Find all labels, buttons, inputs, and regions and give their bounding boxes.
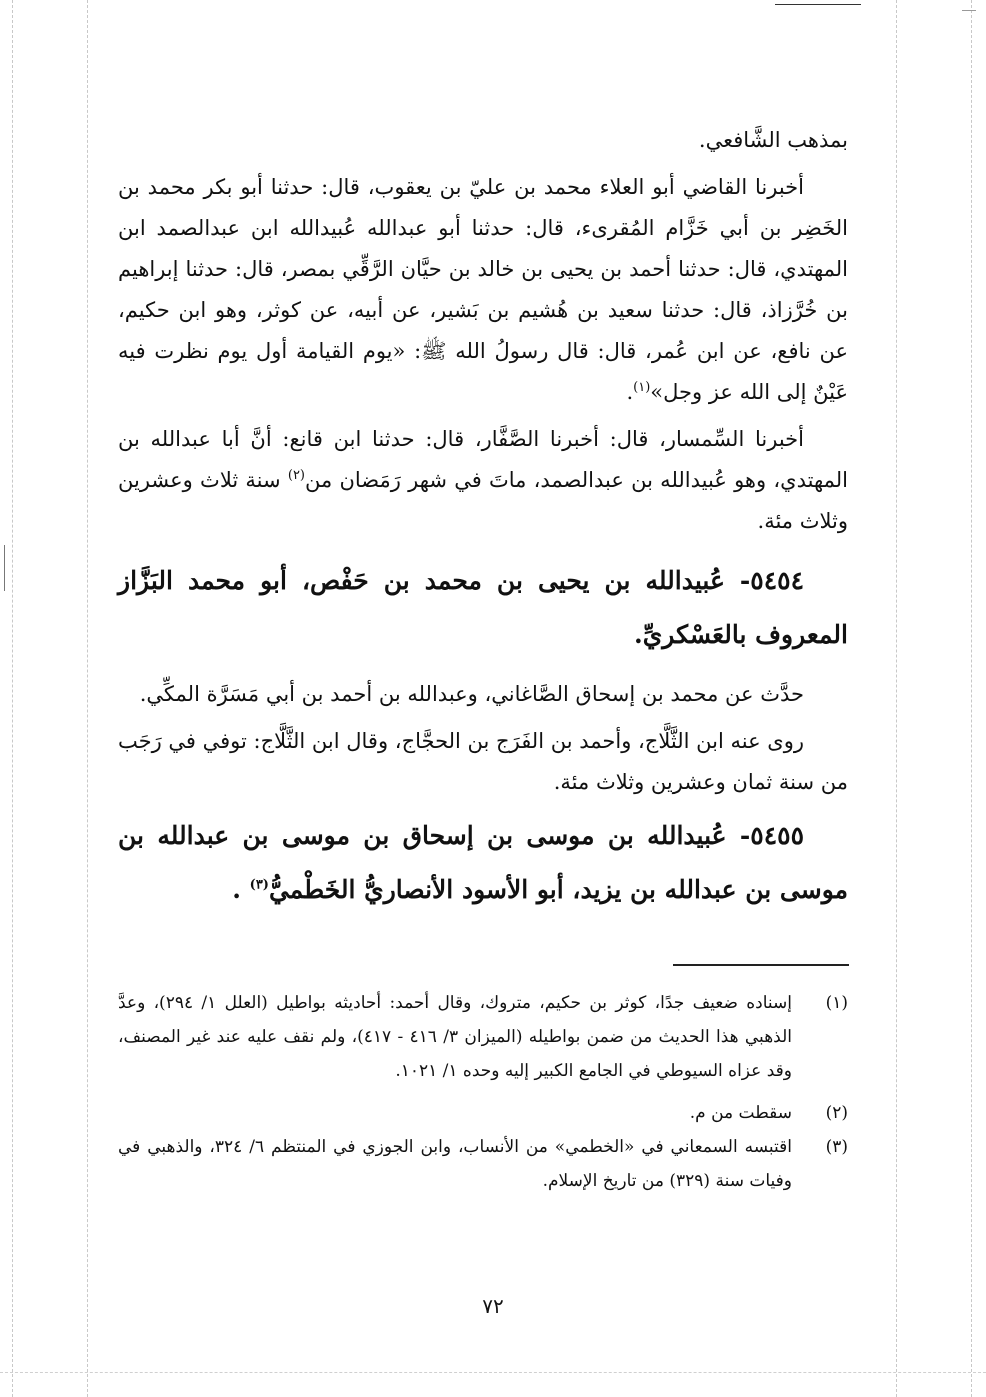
paragraph <box>118 120 848 161</box>
footnotes <box>118 986 848 1198</box>
page-number: ٧٢ <box>482 1294 504 1318</box>
footnote-item <box>118 1096 848 1130</box>
entry-heading-text: ٥٤٥٤- عُبيدالله بن يحيى بن محمد بن حَفْص، أبو محمد البَزَّاز المعروف بالعَسْكريِّ. <box>118 566 848 649</box>
footnote-reference[interactable]: (٣) <box>249 877 269 893</box>
paragraph <box>118 674 848 715</box>
footnote-text: اقتبسه السمعاني في «الخطمي» من الأنساب، وابن الجوزي في المنتظم ٦/ ٣٢٤، والذهبي في وفيات سنة (٣٢٩) من تاريخ الإسلام. <box>118 1137 792 1191</box>
footnote-item <box>118 1130 848 1198</box>
entry-heading-text: ٥٤٥٥- عُبيدالله بن موسى بن إسحاق بن موسى بن عبدالله بن موسى بن عبدالله بن يزيد، أبو الأسود الأنصاريُّ الخَطْميُّ <box>118 821 848 904</box>
margin-mark <box>4 545 5 591</box>
entry-heading <box>118 554 848 662</box>
footnote-text: سقطت من م. <box>689 1103 792 1123</box>
scan-guide-line <box>12 0 13 1397</box>
footnote-text: إسناده ضعيف جدًا، كوثر بن حكيم، متروك، وقال أحمد: أحاديثه بواطيل (العلل ١/ ٢٩٤)، وعدَّ الذهبي هذا الحديث من ضمن بواطيله (الميزان ٣/ ٤١٦ - ٤١٧)، ولم نقف عليه عند غير المصنف، وقد عزاه السيوطي في الجامع الكبير إليه وحده ١/ ١٠٢١. <box>118 993 792 1081</box>
footnote-item <box>118 986 848 1088</box>
scan-guide-line <box>896 0 897 1397</box>
entry-heading <box>118 809 848 917</box>
paragraph-text: أخبرنا القاضي أبو العلاء محمد بن عليّ بن يعقوب، قال: حدثنا أبو بكر محمد بن الخَضِر بن أبي خَزَّام المُقرىء، قال: حدثنا أبو عبدالله عُبيدالله ابن عبدالصمد ابن المهتدي، قال: حدثنا أحمد بن يحيى بن خالد بن حيَّان الرَّقِّي بمصر، قال: حدثنا إبراهيم بن خُرَّزاذ، قال: حدثنا سعيد بن هُشيم بن بَشير، عن أبيه، عن كوثر، وهو ابن حكيم، عن نافع، عن ابن عُمر، قال: قال رسولُ الله ﷺ: «يوم القيامة أول يوم نظرت فيه عَيْنٌ إلى الله عز وجل» <box>118 175 848 404</box>
paragraph-text: أخبرنا السِّمسار، قال: أخبرنا الصَّفَّار، قال: حدثنا ابن قانع: أنَّ أبا عبدالله بن المهتدي، وهو عُبيدالله بن عبدالصمد، ماتَ في شهر رَمَضان من <box>118 427 849 492</box>
paragraph-text: روى عنه ابن الثَّلَّاج، وأحمد بن الفَرَج بن الحجَّاج، وقال ابن الثَّلَّاج: توفي في رَجَب من سنة ثمان وعشرين وثلاث مئة. <box>117 729 848 794</box>
top-rule <box>775 4 861 5</box>
footnote-number: (٢) <box>825 1103 848 1123</box>
paragraph <box>118 419 848 542</box>
footnote-reference[interactable]: (٢) <box>287 468 305 483</box>
paragraph <box>118 167 848 413</box>
scan-guide-line <box>0 1372 986 1373</box>
corner-mark <box>962 10 976 11</box>
footnote-number: (١) <box>825 993 848 1013</box>
entry-heading-text: . <box>232 875 250 904</box>
scan-guide-line <box>87 0 88 1397</box>
paragraph-text: بمذهب الشَّافعي. <box>698 128 848 152</box>
scan-guide-line <box>971 0 972 1397</box>
footnote-number: (٣) <box>825 1137 848 1157</box>
paragraph-text: . <box>626 380 634 404</box>
paragraph-text: حدَّث عن محمد بن إسحاق الصَّاغاني، وعبدالله بن أحمد بن أبي مَسَرَّة المكِّي. <box>139 682 804 706</box>
paragraph-text: سنة ثلاث وعشرين وثلاث مئة. <box>118 468 848 533</box>
paragraph <box>118 721 848 803</box>
footnote-reference[interactable]: (١) <box>633 380 651 395</box>
page-body <box>118 120 848 917</box>
footnote-separator <box>673 964 849 966</box>
